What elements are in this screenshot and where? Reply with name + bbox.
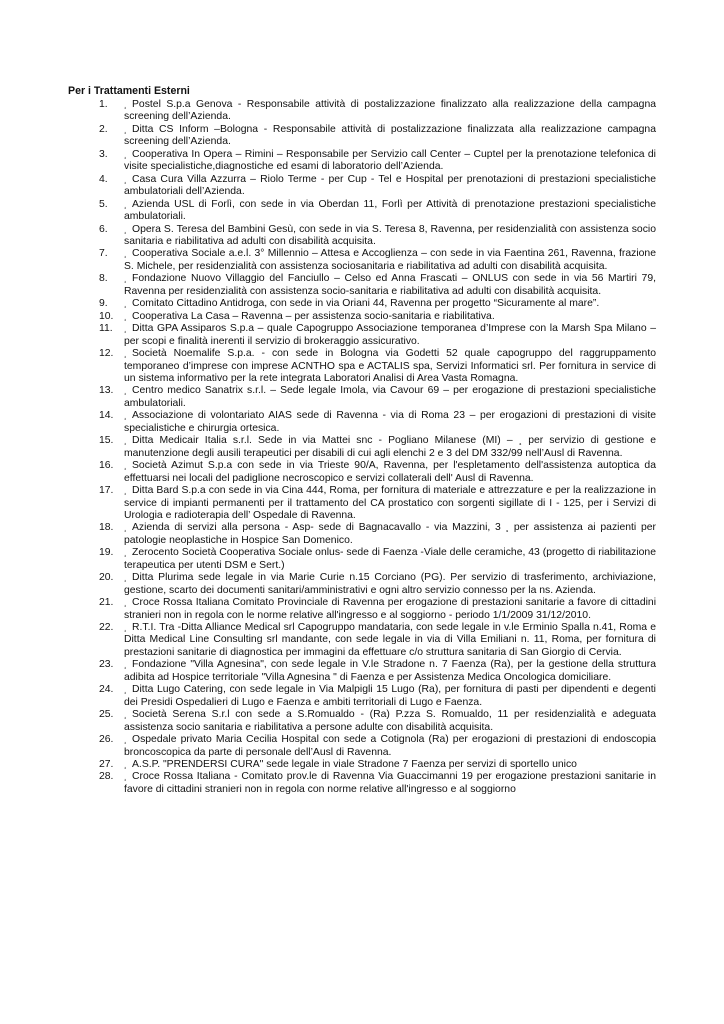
- list-item-text: Ditta GPA Assiparos S.p.a – quale Capogruppo Associazione temporanea d’Imprese con la Marsh Spa Milano – per scopi e finalità inerenti il servizio di brokeraggio assicurativo.: [124, 323, 656, 347]
- list-item-text: Casa Cura Villa Azzurra – Riolo Terme - per Cup - Tel e Hospital per prenotazioni di prestazioni specialistiche ambulatoriali dell’Azienda.: [124, 173, 656, 198]
- list-item-number: 5.: [99, 198, 108, 210]
- list-item: [68, 348, 656, 385]
- list-item: [68, 597, 656, 622]
- list-item: [68, 199, 656, 224]
- list-item-bullet-mark: ¸: [124, 623, 127, 633]
- list-item-number: 2.: [99, 123, 108, 135]
- list-item-number: 26.: [99, 734, 114, 746]
- list-item: [68, 99, 656, 124]
- list-item-number: 4.: [99, 173, 108, 185]
- list-item-number: 18.: [99, 522, 114, 534]
- list-item-text: Opera S. Teresa del Bambini Gesù, con sede in via S. Teresa 8, Ravenna, per residenzialità con assistenza socio sanitaria e riabilitativa ad adulti con disabilità acquisita.: [124, 223, 656, 247]
- list-item-bullet-mark: ¸: [124, 224, 127, 234]
- list-item-bullet-mark: ¸: [124, 311, 127, 321]
- list-item-number: 16.: [99, 460, 114, 472]
- list-item-number: 14.: [99, 410, 114, 422]
- list-item-text: Ditta Bard S.p.a con sede in via Cina 444, Roma, per fornitura di materiale e attrezzature e per la realizzazione in service di impianti permanenti per il trattamento del CA prostatico con sorgenti sigillate di I - 125, per i Servizi di Urologia e radioterapia dell’ Ospedale di Ravenna.: [124, 485, 656, 521]
- list-item-text: Fondazione Nuovo Villaggio del Fanciullo – Celso ed Anna Frascati – ONLUS con sede in via 56 Martiri 79, Ravenna per residenzialità con assistenza socio-sanitaria e riabilitativa ad adulti con disabilità acquisita.: [124, 273, 656, 297]
- list-item-number: 9.: [99, 298, 108, 310]
- list-item-bullet-mark: ¸: [124, 386, 127, 396]
- list-item: [68, 273, 656, 298]
- list-item-bullet-mark: ¸: [124, 174, 127, 184]
- list-item: [68, 759, 656, 771]
- list-item-number: 15.: [99, 435, 114, 447]
- list-item-bullet-mark: ¸: [124, 274, 127, 284]
- list-item: [68, 659, 656, 684]
- list-item-number: 7.: [99, 248, 108, 260]
- list-item: [68, 485, 656, 522]
- list-item-bullet-mark: ¸: [124, 685, 127, 695]
- list-item: [68, 323, 656, 348]
- list-item-number: 24.: [99, 684, 114, 696]
- list-item-bullet-mark: ¸: [124, 349, 127, 359]
- list-item: [68, 709, 656, 734]
- list-item-bullet-mark: ¸: [124, 523, 127, 533]
- list-item-bullet-mark: ¸: [124, 772, 127, 782]
- list-item-text: Ditta Plurima sede legale in via Marie Curie n.15 Corciano (PG). Per servizio di trasferimento, archiviazione, gestione, scarto dei documenti sanitari/amministrativi e ogni altro servizio connesso per la ns. Azienda.: [124, 572, 656, 596]
- list-item-bullet-mark: ¸: [124, 249, 127, 259]
- list-item-number: 13.: [99, 385, 114, 397]
- list-item-text: Ospedale privato Maria Cecilia Hospital con sede a Cotignola (Ra) per erogazioni di prestazioni di endoscopia broncoscopica da parte di personale dell’Ausl di Ravenna.: [124, 734, 656, 758]
- list-item-text: Croce Rossa Italiana - Comitato prov.le di Ravenna Via Guaccimanni 19 per erogazione prestazioni sanitarie in favore di cittadini stranieri non in regola con norme relative all'ingresso e al soggiorno: [124, 771, 656, 795]
- list-item: [68, 622, 656, 659]
- list-item: [68, 547, 656, 572]
- list-item-number: 19.: [99, 547, 114, 559]
- list-item-bullet-mark: ¸: [124, 598, 127, 608]
- list-item-text: Postel S.p.a Genova - Responsabile attività di postalizzazione finalizzato alla realizzazione della campagna screening dell’Azienda.: [124, 99, 656, 123]
- list-item-bullet-mark: ¸: [124, 461, 127, 471]
- list-item: [68, 734, 656, 759]
- list-item-number: 3.: [99, 148, 108, 160]
- list-item-text: Cooperativa Sociale a.e.l. 3° Millennio – Attesa e Accoglienza – con sede in via Faentina 261, Ravenna, frazione S. Michele, per residenzialità con assistenza sociosanitaria e riabilitativa ad adulti con disabilità acquisita.: [124, 248, 656, 272]
- list-item-bullet-mark: ¸: [124, 149, 127, 159]
- list-item-number: 10.: [99, 310, 114, 322]
- document-body: [68, 85, 656, 796]
- list-item-text: Società Serena S.r.l con sede a S.Romualdo - (Ra) P.zza S. Romualdo, 11 per residenzialità e adeguata assistenza socio sanitaria e riabilitativa a persone adulte con disabilità acquisita.: [124, 709, 656, 733]
- list-item-number: 6.: [99, 223, 108, 235]
- list-item-text: Croce Rossa Italiana Comitato Provinciale di Ravenna per erogazione di prestazioni sanitarie a favore di cittadini stranieri non in regola con le norme relative all'ingresso e al soggiorno - periodo 1/1/2009 31/12/2010.: [124, 597, 656, 621]
- list-item-number: 23.: [99, 659, 114, 671]
- list-item-bullet-mark: ¸: [124, 660, 127, 670]
- list-item-bullet-mark: ¸: [124, 573, 127, 583]
- list-item-bullet-mark: ¸: [124, 100, 127, 109]
- list-item-text: Ditta Medicair Italia s.r.l. Sede in via Mattei snc - Pogliano Milanese (MI) – ¸ per servizio di gestione e manutenzione degli ausili terapeutici per disabili di cui agli elenchi 2 e 3 del DM 332/99 nell’Ausl di Ravenna.: [124, 435, 656, 459]
- list-item-text: Società Azimut S.p.a con sede in via Trieste 90/A, Ravenna, per l'espletamento dell'assistenza autoptica da effettuarsi nei locali del padiglione necroscopico e servizi collaterali dell' Ausl di Ravenna.: [124, 460, 656, 484]
- list-item-number: 22.: [99, 622, 114, 634]
- list-item-text: Cooperativa In Opera – Rimini – Responsabile per Servizio call Center – Cuptel per la prenotazione telefonica di visite specialistiche,diagnostiche ed esami di laboratorio dell’Azienda.: [124, 148, 656, 173]
- list-item: [68, 149, 656, 174]
- list-item-text: Fondazione "Villa Agnesina", con sede legale in V.le Stradone n. 7 Faenza (Ra), per la gestione della struttura adibita ad Hospice territoriale "Villa Agnesina " di Faenza e per Assistenza Medica Oncologica domiciliare.: [124, 659, 656, 683]
- list-item-bullet-mark: ¸: [124, 199, 127, 209]
- list-item-text: Comitato Cittadino Antidroga, con sede in via Oriani 44, Ravenna per progetto “Sicuramente al mare”.: [132, 298, 600, 310]
- list-item-text: Azienda USL di Forlì, con sede in via Oberdan 11, Forlì per Attività di prenotazione prestazioni specialistiche ambulatoriali.: [124, 198, 656, 223]
- list-item-number: 11.: [99, 323, 113, 335]
- list-item: [68, 124, 656, 149]
- list-item-text: Zerocento Società Cooperativa Sociale onlus- sede di Faenza -Viale delle ceramiche, 43 (progetto di riabilitazione terapeutica per utenti DSM e Sert.): [124, 547, 656, 571]
- list-item: [68, 248, 656, 273]
- list-item: [68, 385, 656, 410]
- list-item-number: 1.: [99, 99, 108, 110]
- list-item-text: Società Noemalife S.p.a. - con sede in Bologna via Godetti 52 quale capogruppo del raggruppamento temporaneo d’imprese con imprese ACNTHO spa e ACTALIS spa, Servizi Informatici srl. Per fornitura in service di un sistema informativo per la rete integrata Laboratori Analisi di Area Vasta Romagna.: [124, 348, 656, 384]
- list-item-text: A.S.P. "PRENDERSI CURA" sede legale in viale Stradone 7 Faenza per servizi di sportello unico: [132, 759, 577, 771]
- list-item-number: 25.: [99, 709, 114, 721]
- list-item: [68, 435, 656, 460]
- list-item-text: Ditta Lugo Catering, con sede legale in Via Malpigli 15 Lugo (Ra), per fornitura di pasti per dipendenti e degenti dei Presidi Ospedalieri di Lugo e Faenza e ambiti territoriali di Lugo e Faenza.: [124, 684, 656, 708]
- list-item-bullet-mark: ¸: [124, 411, 127, 421]
- list-item-number: 28.: [99, 771, 114, 783]
- list-item-bullet-mark: ¸: [124, 299, 127, 309]
- list-item: [68, 522, 656, 547]
- list-item: [68, 174, 656, 199]
- list-item-bullet-mark: ¸: [124, 486, 127, 496]
- list-item: [68, 771, 656, 796]
- list-item: [68, 224, 656, 249]
- list-item-text: Associazione di volontariato AIAS sede di Ravenna - via di Roma 23 – per erogazioni di prestazioni di visite specialistiche e chirurgia ortesica.: [124, 410, 656, 434]
- list-item-text: Cooperativa La Casa – Ravenna – per assistenza socio-sanitaria e riabilitativa.: [132, 310, 495, 322]
- list-item: [68, 684, 656, 709]
- list-item-number: 12.: [99, 348, 114, 360]
- list-item-bullet-mark: ¸: [124, 710, 127, 720]
- list-item-bullet-mark: ¸: [124, 324, 127, 334]
- list-item-text: Ditta CS Inform –Bologna - Responsabile attività di postalizzazione finalizzata alla realizzazione campagna screening dell’Azienda.: [124, 123, 656, 148]
- list-item: [68, 311, 656, 323]
- list-item-bullet-mark: ¸: [124, 735, 127, 745]
- list-item-number: 20.: [99, 572, 114, 584]
- list-item-bullet-mark: ¸: [124, 124, 127, 134]
- list-item: [68, 572, 656, 597]
- list-item-number: 17.: [99, 485, 114, 497]
- section-heading: Per i Trattamenti Esterni: [68, 85, 190, 97]
- list-item: [68, 410, 656, 435]
- list-item-bullet-mark: ¸: [124, 436, 127, 446]
- list-item-number: 27.: [99, 759, 114, 771]
- list-item-bullet-mark: ¸: [124, 548, 127, 558]
- list-item-text: Azienda di servizi alla persona - Asp- sede di Bagnacavallo - via Mazzini, 3 ¸ per assistenza ai pazienti per patologie neoplastiche in Hospice San Domenico.: [124, 522, 656, 546]
- list-item: [68, 298, 656, 310]
- list-item-text: Centro medico Sanatrix s.r.l. – Sede legale Imola, via Cavour 69 – per erogazione di prestazioni specialistiche ambulatoriali.: [124, 385, 656, 409]
- list-item-bullet-mark: ¸: [124, 760, 127, 770]
- list-item-text: R.T.I. Tra -Ditta Alliance Medical srl Capogruppo mandataria, con sede legale in v.le Erminio Spalla n.41, Roma e Ditta Medical Line Consulting srl mandante, con sede legale in via di Villa Emiliani n. 11, Roma, per fornitura di prestazioni sanitarie di diagnostica per immagini da effettuare c/o struttura sanitaria di San Giorgio di Cervia.: [124, 622, 656, 658]
- treatment-list: [68, 99, 656, 796]
- list-item-number: 21.: [99, 597, 114, 609]
- list-item-number: 8.: [99, 273, 108, 285]
- list-item: [68, 460, 656, 485]
